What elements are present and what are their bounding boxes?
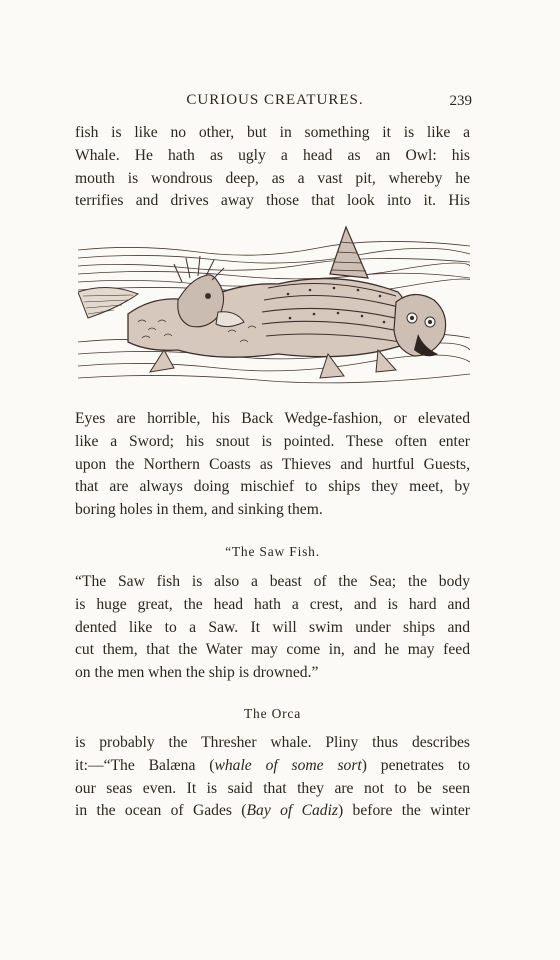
text-line: on the men when the ship is drowned.” <box>75 664 319 682</box>
text-line: “The Saw fish is also a beast of the Sea; the body <box>75 573 470 590</box>
text-line <box>75 800 470 823</box>
text-line: boring holes in them, and sinking them. <box>75 501 323 519</box>
paragraph-saw-fish <box>75 571 470 685</box>
text-line: upon the Northern Coasts as Thieves and hurtful Guests, <box>75 455 470 473</box>
text-line: Eyes are horrible, his Back Wedge-fashion, or elevated <box>75 410 470 427</box>
text-line: terrifies and drives away those that look into it. His <box>75 192 470 210</box>
paragraph-orca <box>75 732 470 823</box>
text-line: dented like to a Saw. It will swim under ships and <box>75 618 470 636</box>
italic-gloss: Bay of Cadiz <box>246 802 338 820</box>
text-line: that are always doing mischief to ships they meet, by <box>75 478 470 496</box>
text-run: ) penetrates to <box>361 756 470 774</box>
text-line: is probably the Thresher whale. Pliny thus describes <box>75 734 470 751</box>
section-heading-saw-fish: “The Saw Fish. <box>225 544 320 559</box>
text-line: Whale. He hath as ugly a head as an Owl: his <box>75 146 470 164</box>
running-title: CURIOUS CREATURES. <box>186 92 364 108</box>
text-line: our seas even. It is said that they are not to be seen <box>75 779 470 797</box>
text-line: like a Sword; his snout is pointed. These often enter <box>75 432 470 450</box>
text-run: ) before the winter <box>338 802 470 820</box>
italic-gloss: whale of some sort <box>214 756 362 774</box>
paragraph-opening <box>75 122 470 213</box>
text-line: mouth is wondrous deep, as a vast pit, whereby he <box>75 169 470 187</box>
text-line <box>75 755 470 778</box>
paragraph-description <box>75 408 470 522</box>
running-head <box>78 92 472 112</box>
text-line: fish is like no other, but in something it is like a <box>75 124 470 141</box>
text-line: cut them, that the Water may come in, and he may feed <box>75 641 470 659</box>
section-heading-orca: The Orca <box>244 706 301 721</box>
page-number: 239 <box>449 93 472 109</box>
text-run: in the ocean of Gades ( <box>75 802 247 820</box>
text-run: it:—“The Balæna ( <box>75 756 215 774</box>
sea-monster-engraving <box>78 222 470 394</box>
text-line: is huge great, the head hath a crest, and is hard and <box>75 595 470 613</box>
